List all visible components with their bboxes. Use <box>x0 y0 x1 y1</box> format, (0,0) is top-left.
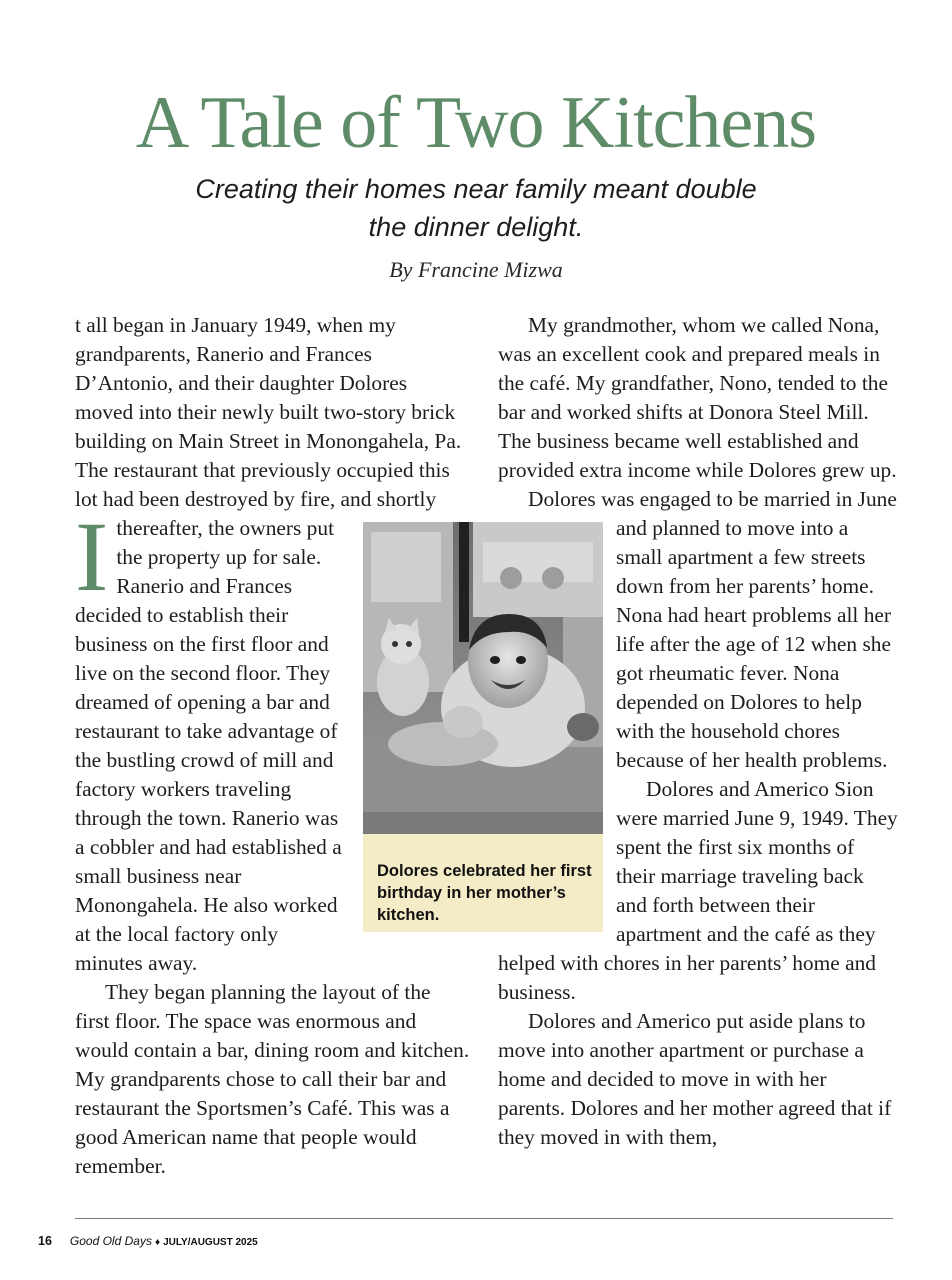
caption-box <box>363 834 603 932</box>
photo-caption: Dolores celebrated her first birthday in her mother’s kitchen. <box>377 862 592 924</box>
right-paragraph-2: Dolores was engaged to be married in June and planned to move into a small apartment a few streets down from her parents’ home. Nona had heart problems all her life after the age of 12 when she got rheumatic fever. Nona depended on Dolores to help with the household chores because of her health problems. <box>528 487 897 772</box>
right-paragraph-3: Dolores and Americo Sion were married June 9, 1949. They spent the first six months of their marriage traveling back and forth between their apartment and the café as they helped with chores in her parents’ home and business. <box>498 777 898 1004</box>
page-footer <box>38 1234 258 1248</box>
drop-cap: I <box>75 501 109 612</box>
footer-rule <box>75 1218 893 1219</box>
right-paragraph-1: My grandmother, whom we called Nona, was an excellent cook and prepared meals in the café. My grandfather, Nono, tended to the bar and worked shifts at Donora Steel Mill. The business became well established and provided extra income while Dolores grew up. <box>498 313 897 482</box>
article-title: A Tale of Two Kitchens <box>135 82 817 164</box>
left-paragraph-1-text: t all began in January 1949, when my grandparents, Ranerio and Frances D’Antonio, and their daughter Dolores moved into their newly built two-story brick building on Main Street in Monongahela, Pa. The restaurant that previously occupied this lot had been destroyed by fire, and shortly thereafter, the owners put the property up for sale. Ranerio and Frances decided to establish their business on the first floor and live on the second floor. They dreamed of opening a bar and restaurant to take advantage of the bustling crowd of mill and factory workers traveling through the town. Ranerio was a cobbler and had established a small business near Monongahela. He also worked at the local factory only minutes away. <box>75 313 462 975</box>
baby-photo-illustration <box>363 522 603 834</box>
page-number: 16 <box>38 1234 52 1248</box>
article-byline: By Francine Mizwa <box>389 257 563 282</box>
diamond-separator: ♦ <box>154 1237 161 1248</box>
photo-figure <box>363 522 603 932</box>
article-subtitle: Creating their homes near family meant double the dinner delight. <box>195 174 757 242</box>
right-paragraph-4: Dolores and Americo put aside plans to move into another apartment or purchase a home and decided to move in with her parents. Dolores and her mother agreed that if they moved in with them, <box>498 1009 892 1149</box>
left-paragraph-2: They began planning the layout of the first floor. The space was enormous and would contain a bar, dining room and kitchen. My grandparents chose to call their bar and restaurant the Sportsmen’s Café. This was a good American name that people would remember. <box>75 980 470 1178</box>
magazine-name: Good Old Days <box>69 1234 152 1248</box>
baby-photo <box>363 522 603 834</box>
issue-date: JULY/AUGUST 2025 <box>163 1237 258 1248</box>
